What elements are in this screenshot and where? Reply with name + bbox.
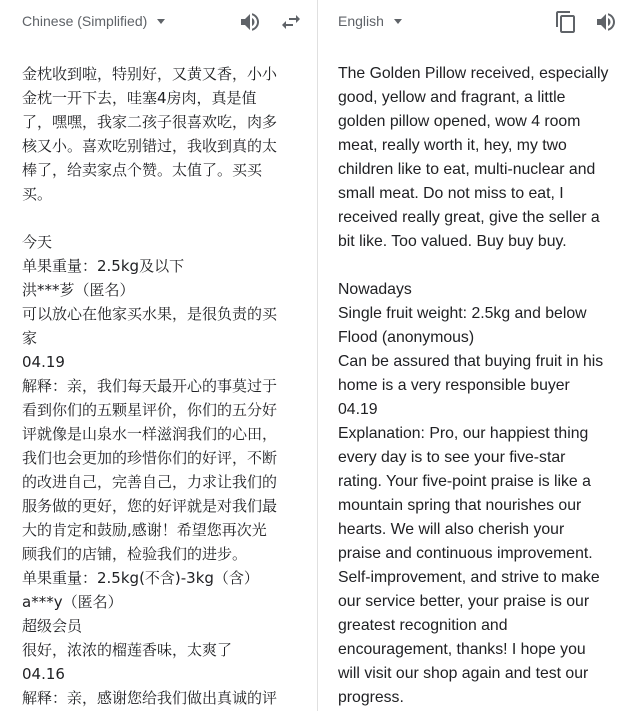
target-pane — [318, 0, 636, 711]
chevron-down-icon — [394, 19, 402, 24]
target-language-select[interactable] — [338, 13, 402, 29]
source-toolbar — [0, 0, 317, 44]
target-text: The Golden Pillow received, especially good, yellow and fragrant, a little golden pillow opened, wow 4 room meat, really worth it, hey, my two children like to eat, multi-nuclear and small meat. Do not miss to eat, I received really great, give the seller a bit like. Too valued. Buy buy buy. Nowadays Single fruit weight: 2.5kg and below Flood (anonymous) Can be assured that buying fruit in his home is a very responsible buyer 04.19 Explanation: Pro, our happiest thing every day is to see your five-star rating. Your five-point praise is like a mountain spring that nourishes our hearts. We will also cherish your praise and continuous improvement. Self-improvement, and strive to make our service better, your praise is our greatest recognition and encouragement, thanks! I hope you will visit our shop again and test our progress. — [338, 65, 609, 706]
speaker-icon[interactable] — [594, 10, 618, 34]
swap-languages-icon[interactable] — [279, 10, 303, 34]
speaker-icon[interactable] — [238, 10, 262, 34]
source-language-label: Chinese (Simplified) — [22, 13, 148, 29]
target-language-label: English — [338, 13, 384, 29]
copy-icon[interactable] — [554, 10, 578, 34]
chevron-down-icon — [157, 19, 165, 24]
source-text: 金枕收到啦，特别好，又黄又香，小小 金枕一开下去，哇塞4房肉，真是值 了，嘿嘿，我家二孩子很喜欢吃，肉多 核又小。喜欢吃别错过，我收到真的太 棒了，给卖家点个赞。太值了。买买 买。 今天 单果重量：2.5kg及以下 洪***芗（匿名） 可以放心在他家买水果，是很负责的买 家 04.19 解释：亲，我们每天最开心的事莫过于 看到你们的五颗星评价，你们的五分好 评就像是山泉水一样滋润我们的心田， 我们也会更加的珍惜你们的好评，不断 的改进自己，完善自己，力求让我们的 服务做的更好，您的好评就是对我们最 大的肯定和鼓励,感谢！希望您再次光 顾我们的店铺，检验我们的进步。 单果重量：2.5kg(不含)-3kg（含） a***y（匿名） 超级会员 很好，浓浓的榴莲香味，太爽了 04.16 解释：亲，感谢您给我们做出真诚的评 — [22, 65, 278, 707]
source-language-select[interactable] — [22, 13, 165, 29]
target-toolbar — [318, 0, 636, 44]
